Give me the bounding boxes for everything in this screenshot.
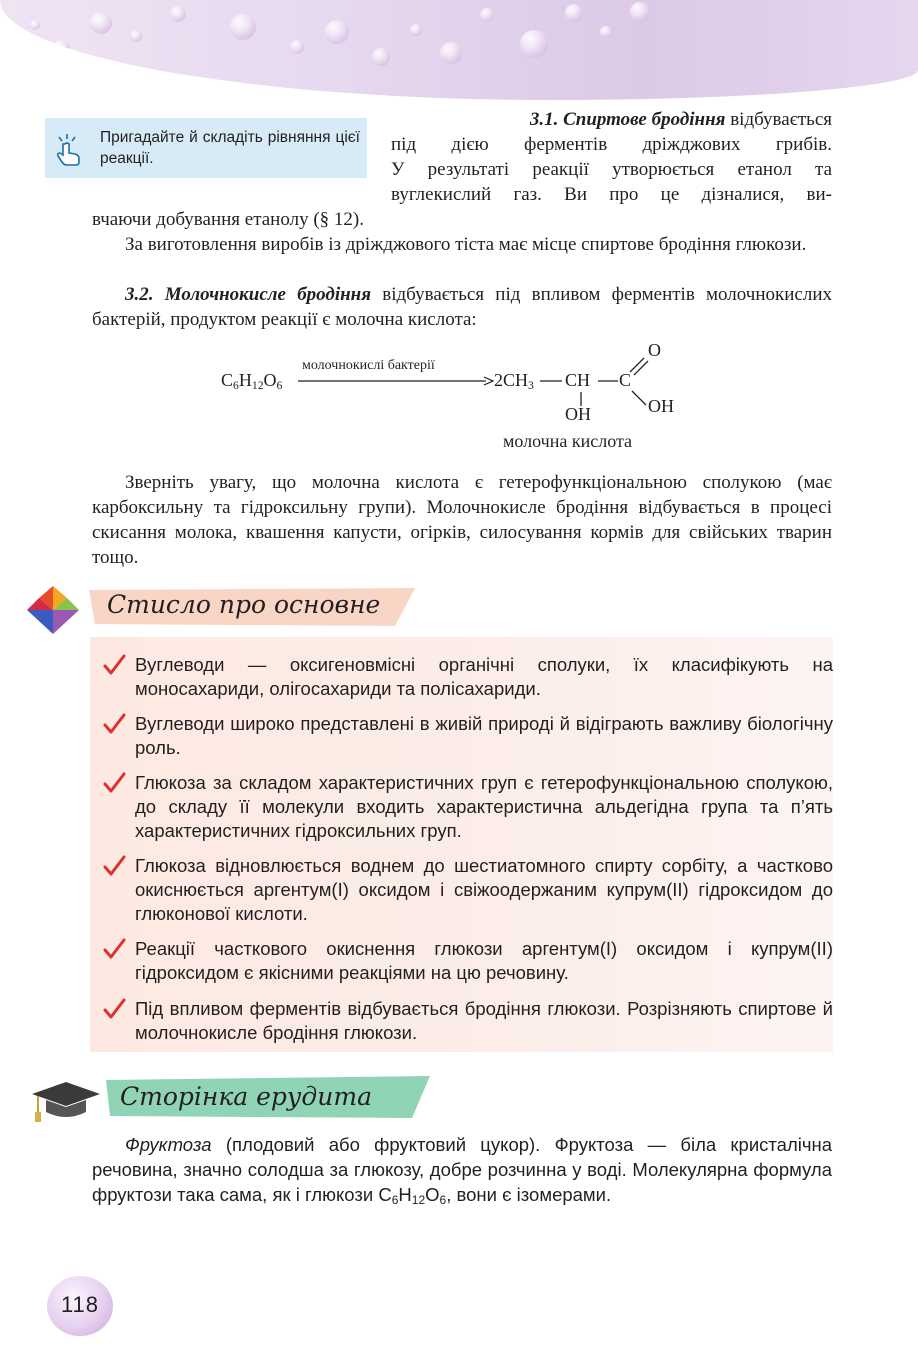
erudite-header — [30, 1074, 450, 1118]
carbonyl-oxygen: O — [648, 340, 661, 360]
summary-box — [90, 637, 833, 1052]
recall-box — [45, 118, 367, 178]
ch-group: CH — [565, 370, 591, 390]
summary-item: Глюкоза відновлюється воднем до шестиатомного спирту сорбіту, а частково окиснюється аргентум(I) оксидом і свіжоодержаним купрум(II) гідроксидом до глюконової кислоти. — [135, 855, 833, 924]
para-3-1-line-5: вчаючи добування етанолу (§ 12). — [92, 209, 364, 230]
top-banner — [0, 0, 918, 100]
erudite-title: Сторінка ерудита — [120, 1082, 372, 1111]
checkmark-icon — [102, 854, 126, 878]
para-text: відбувається під впливом ферментів молочнокислих бактерій, продуктом реакції є молочна кислота: — [92, 284, 832, 330]
carboxyl-hydroxyl: OH — [648, 396, 674, 416]
para-3-1-line-4: вуглекислий газ. Ви про це дізналися, ви- — [391, 184, 832, 205]
carboxyl-carbon: C — [619, 370, 632, 390]
para-3-1-line-3: У результаті реакції утворюється етанол та — [391, 159, 832, 180]
lactic-fermentation-equation — [0, 338, 918, 458]
summary-item: Вуглеводи — оксигеновмісні органічні сполуки, їх класифікують на моносахариди, олігосахариди та полісахариди. — [135, 654, 833, 699]
page-number: 118 — [60, 1292, 100, 1317]
reaction-condition: молочнокислі бактерії — [302, 358, 435, 373]
para-3-1-line-2: під дією ферментів дріжджових грибів. — [391, 134, 832, 155]
product-name: молочна кислота — [503, 431, 633, 451]
page-number-badge — [47, 1276, 113, 1336]
checkmark-icon — [102, 653, 126, 677]
checkmark-icon — [102, 712, 126, 736]
summary-item: Глюкоза за складом характеристичних груп є гетерофункціональною сполукою, до складу її молекули входить характеристична альдегідна група та п’ять характеристичних гідроксильних груп. — [135, 772, 833, 841]
diamond-gem-icon — [25, 584, 81, 636]
summary-title: Стисло про основне — [107, 590, 381, 619]
summary-item: Вуглеводи широко представлені в живій природі й відіграють важливу біологічну роль. — [135, 713, 833, 758]
para-fructose: Фруктоза (плодовий або фруктовий цукор). Фруктоза — біла кристалічна речовина, значно солодша за глюкозу, добре розчинна у воді. Молекулярна формула фруктози така сама, як і глюкози $C_6H_{12}O_6$, вони є ізомерами. — [92, 1134, 833, 1207]
heading-alcoholic-fermentation: 3.1. Спиртове бродіння — [529, 109, 726, 130]
para-yeast-dough: За виготовлення виробів із дріжджового тіста має місце спиртове бродіння глюкози. — [125, 234, 807, 255]
reaction-arrow — [298, 376, 494, 386]
summary-header — [25, 584, 425, 628]
para-note: Зверніть увагу, що молочна кислота є гетерофункціональною сполукою (має карбоксильну та гідроксильну групи). Молочнокисле бродіння відбувається в процесі скисання молока, квашення капусти, огірків, силосування кормів для свійських тварин тощо. — [92, 472, 832, 568]
recall-text: Пригадайте й складіть рівняння цієї реакції. — [100, 129, 360, 167]
para-text: відбувається — [730, 109, 832, 130]
checkmark-icon — [102, 937, 126, 961]
checkmark-icon — [102, 997, 126, 1021]
summary-item: Реакції часткового окиснення глюкози аргентум(I) оксидом і купрум(II) гідроксидом є якісними реакціями на цю речовину. — [135, 938, 833, 983]
term-fructose: Фруктоза — [125, 1134, 212, 1155]
heading-lactic-fermentation: 3.2. Молочнокисле бродіння — [125, 284, 372, 305]
fructose-formula: $C_6H_{12}O_6$ — [378, 1184, 447, 1207]
product-ch3-group: $2CH_3$ — [494, 370, 534, 392]
bond-lines — [540, 346, 660, 421]
hydroxyl-group: OH — [565, 404, 591, 424]
checkmark-icon — [102, 771, 126, 795]
para-3-2 — [92, 282, 832, 332]
graduation-cap-icon — [30, 1078, 102, 1126]
reactant-glucose-formula: $C_6H_{12}O_6$ — [221, 370, 283, 392]
para-3-1-line-1 — [425, 107, 832, 132]
pointing-hand-icon — [53, 132, 89, 168]
summary-item: Під впливом ферментів відбувається бродіння глюкози. Розрізняють спиртове й молочнокисле бродіння глюкози. — [135, 998, 833, 1043]
